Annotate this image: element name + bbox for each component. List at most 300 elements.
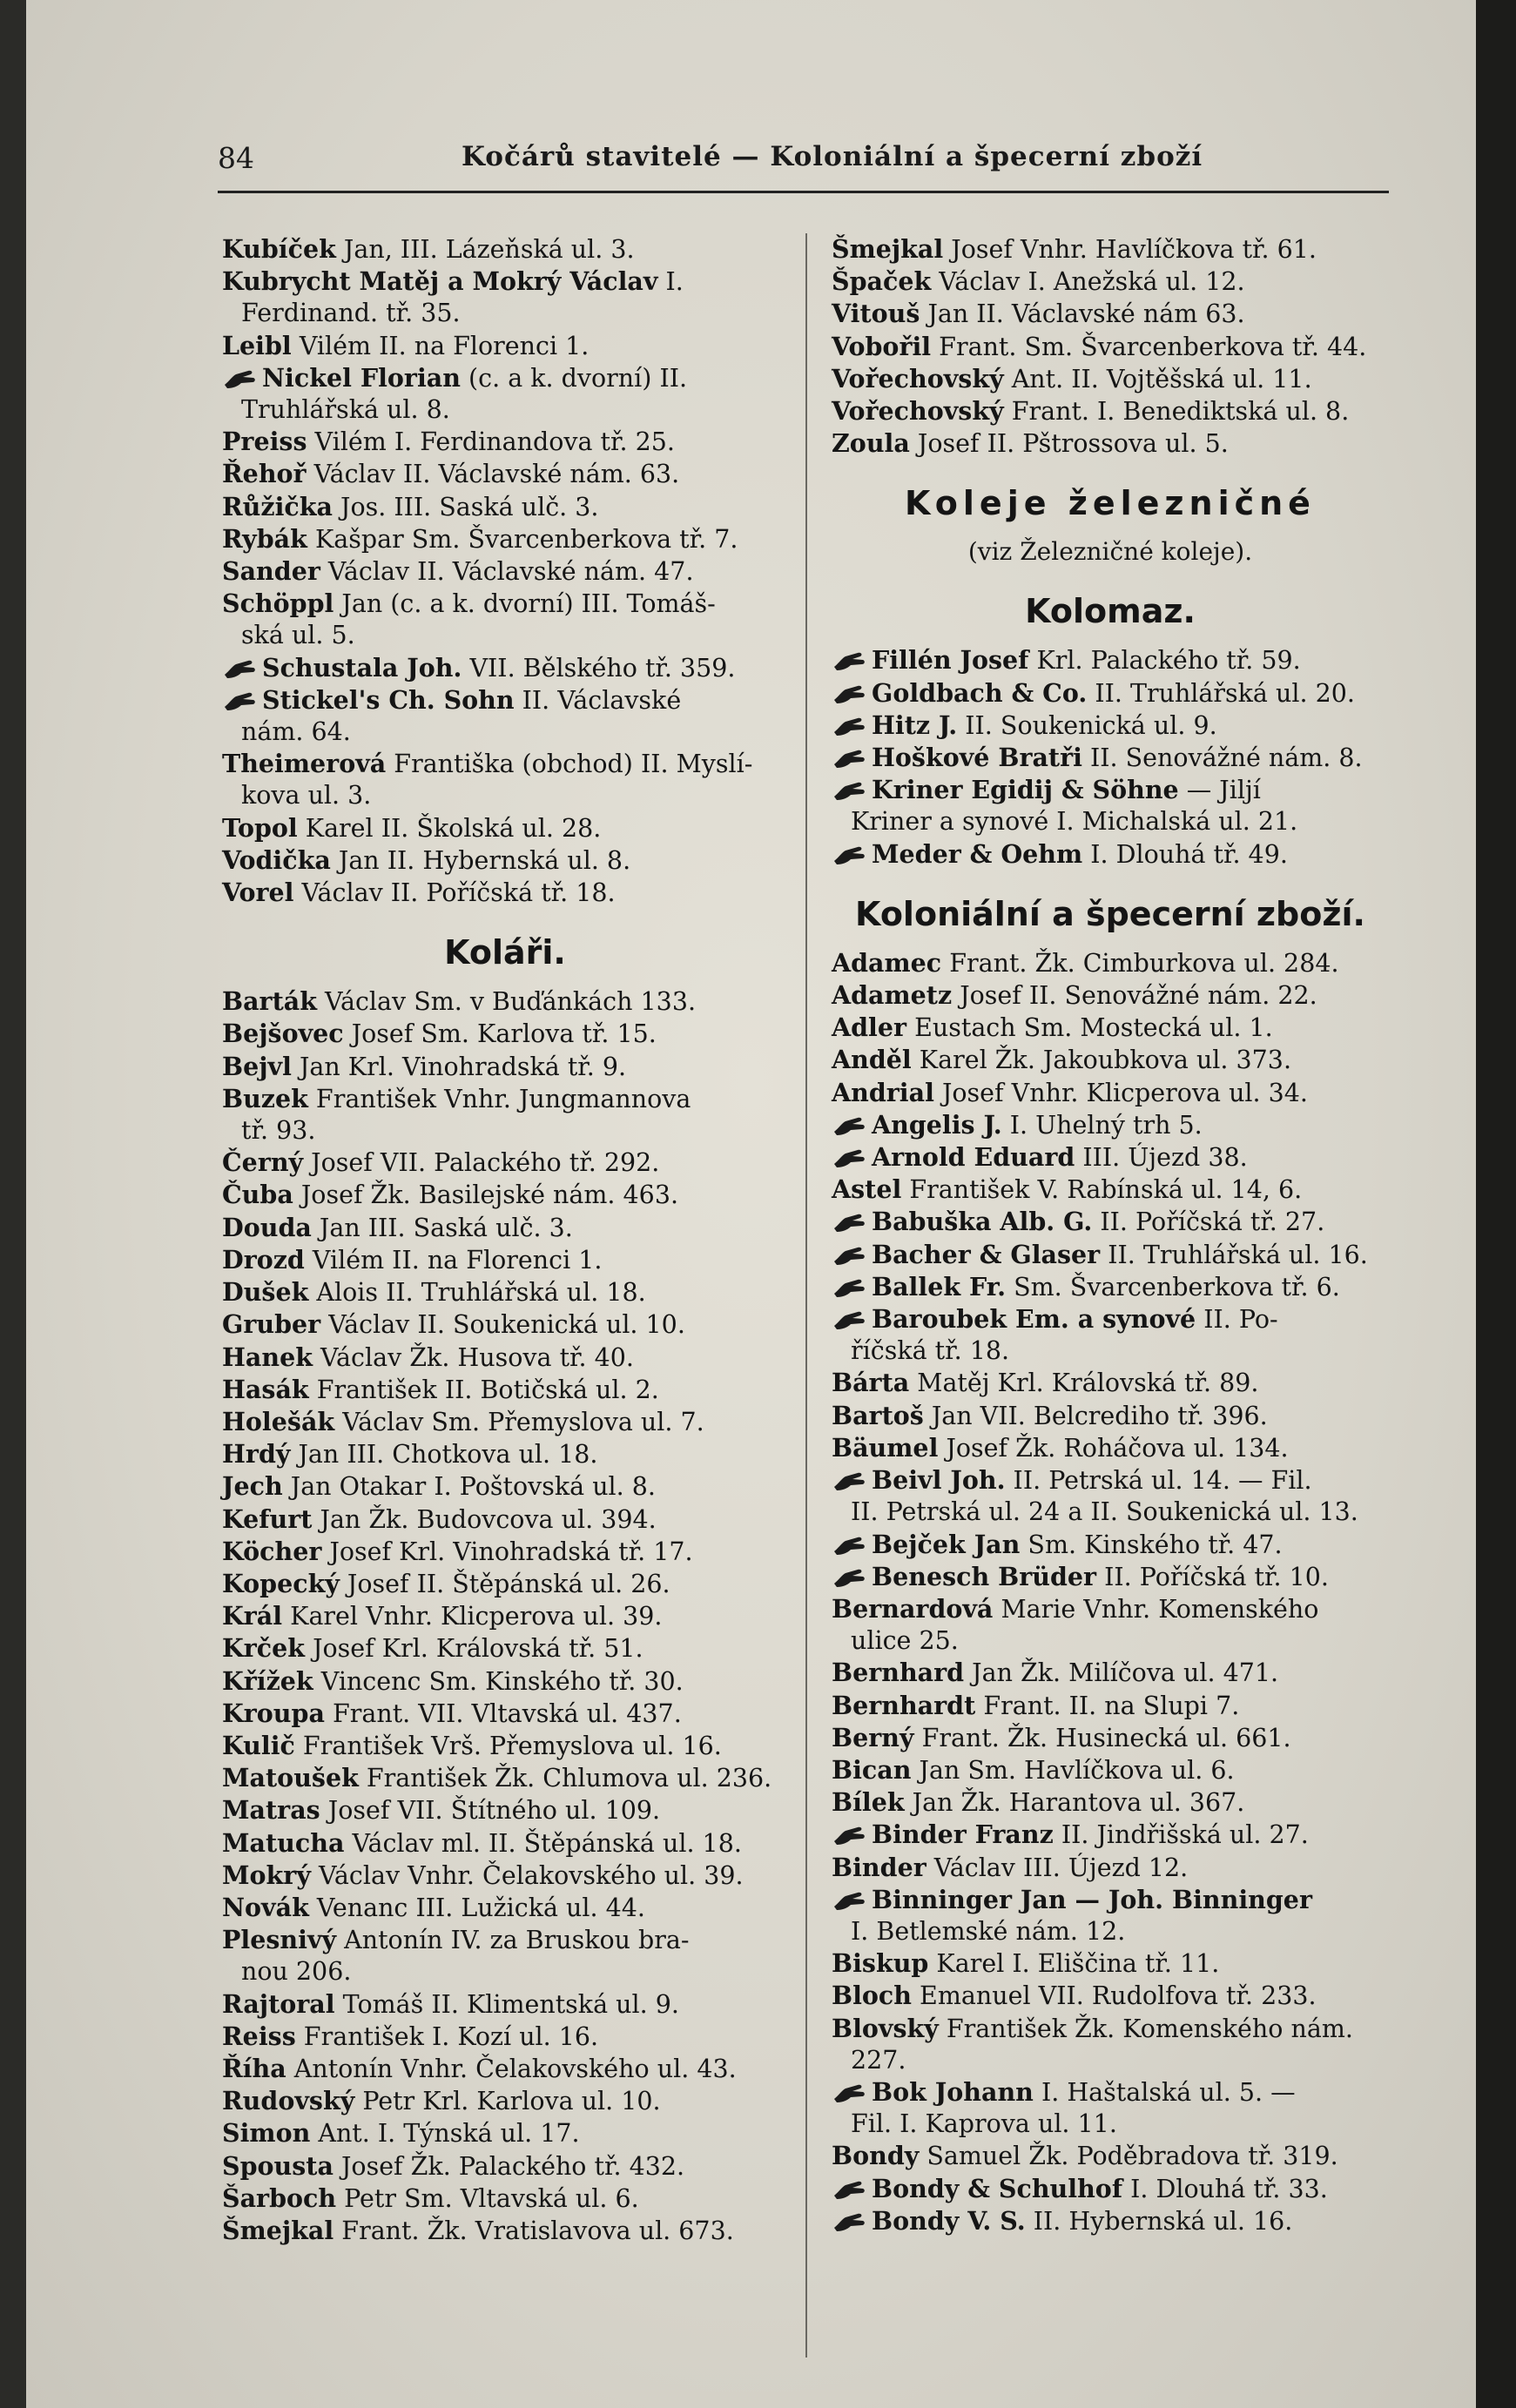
- entry-line: [222, 2117, 788, 2149]
- entry-address: Jan Žk. Budovcova ul. 394.: [312, 1504, 657, 1534]
- entry-name: Bílek: [832, 1787, 905, 1818]
- entry-line: [832, 2205, 1389, 2237]
- header-rule: [218, 191, 1389, 193]
- entry-line: [832, 2076, 1389, 2109]
- entry-name: Binder Franz: [872, 1819, 1054, 1850]
- entry-address: Marie Vnhr. Komenského: [993, 1594, 1319, 1624]
- page-edge-shadow: [1476, 0, 1516, 2408]
- entry-text: I. Betlemské nám. 12.: [851, 1916, 1126, 1946]
- entry-line: [222, 1179, 788, 1211]
- list-item: [832, 710, 1389, 742]
- entry-name: Berný: [832, 1722, 914, 1752]
- entry-text: říčská tř. 18.: [851, 1336, 1010, 1366]
- entry-address: I. Haštalská ul. 5. —: [1033, 2077, 1296, 2107]
- pointing-hand-icon: [222, 367, 257, 389]
- entry-address: Kašpar Sm. Švarcenberkova tř. 7.: [307, 524, 738, 554]
- entry-text: kova ul. 3.: [241, 781, 372, 811]
- entry-name: Jech: [222, 1471, 283, 1502]
- entry-address: Václav ml. II. Štěpánská ul. 18.: [344, 1828, 742, 1858]
- entry-line: [222, 844, 788, 877]
- entry-line: [222, 1860, 788, 1892]
- entry-line: [832, 1303, 1389, 1335]
- entry-line: [832, 1432, 1389, 1464]
- entry-name: Plesnivý: [222, 1925, 337, 1955]
- entry-name: Říha: [222, 2053, 286, 2083]
- entry-address: I. Uhelný trh 5.: [1001, 1110, 1203, 1140]
- entry-name: Adametz: [832, 980, 953, 1011]
- entry-address: Josef Sm. Karlova tř. 15.: [343, 1019, 657, 1049]
- entry-name: Bok Johann: [872, 2076, 1034, 2107]
- list-item: [832, 1400, 1389, 1432]
- entry-address: Eustach Sm. Mostecká ul. 1.: [906, 1013, 1273, 1043]
- pointing-hand-icon: [832, 1533, 866, 1556]
- entry-name: Babuška Alb. G.: [872, 1207, 1093, 1237]
- entry-text: 227.: [851, 2045, 906, 2075]
- entry-name: Bondy: [832, 2141, 920, 2171]
- entry-line: [832, 1206, 1389, 1238]
- list-item: [222, 330, 788, 362]
- list-item: [222, 1860, 788, 1892]
- list-item: [832, 1529, 1389, 1561]
- list-item: [222, 2021, 788, 2053]
- entry-line: [832, 331, 1389, 363]
- entry-address: Josef II. Štěpánská ul. 26.: [339, 1569, 670, 1598]
- entry-text: Truhlářská ul. 8.: [241, 395, 450, 425]
- entry-line: [222, 491, 788, 523]
- entry-address: II. Václavské: [514, 685, 682, 715]
- entry-line: [222, 233, 788, 266]
- list-item: [832, 2013, 1389, 2076]
- entry-name: Řehoř: [222, 459, 307, 489]
- entry-address: I. Dlouhá tř. 49.: [1082, 839, 1288, 869]
- entry-address: František Žk. Chlumova ul. 236.: [358, 1764, 772, 1793]
- entry-name: Schustala Joh.: [262, 652, 462, 683]
- entry-name: Bernhard: [832, 1658, 965, 1688]
- list-item: [832, 1754, 1389, 1786]
- list-item: [832, 1980, 1389, 2012]
- list-item: [832, 1947, 1389, 1980]
- entry-address: Frant. I. Benediktská ul. 8.: [1003, 397, 1350, 427]
- list-item: [832, 1077, 1389, 1109]
- pointing-hand-icon: [832, 2210, 866, 2232]
- entry-address: Jan III. Saská ulč. 3.: [311, 1213, 573, 1242]
- entry-name: Bondy & Schulhof: [872, 2173, 1123, 2203]
- list-item: [222, 748, 788, 811]
- pointing-hand-icon: [832, 1243, 866, 1266]
- entry-name: Binninger Jan — Joh. Binninger: [872, 1884, 1312, 1914]
- entry-text: Kriner a synové I. Michalská ul. 21.: [851, 807, 1298, 837]
- list-item: [222, 426, 788, 458]
- list-item: [832, 2173, 1389, 2205]
- pointing-hand-icon: [832, 778, 866, 801]
- entry-name: Anděl: [832, 1045, 912, 1075]
- list-item: [222, 458, 788, 490]
- list-item: [222, 1342, 788, 1374]
- entry-line: [222, 588, 788, 620]
- entry-line: [222, 1276, 788, 1308]
- list-item: [222, 1018, 788, 1050]
- entry-address: Jan Žk. Milíčova ul. 471.: [964, 1658, 1279, 1688]
- entry-line: [222, 1470, 788, 1503]
- list-item: [222, 985, 788, 1018]
- entry-address: Jan Krl. Vinohradská tř. 9.: [291, 1052, 627, 1081]
- list-item: [832, 395, 1389, 427]
- right-column: [832, 233, 1389, 2237]
- list-item: [832, 644, 1389, 676]
- entry-address: Petr Sm. Vltavská ul. 6.: [336, 2183, 639, 2213]
- entry-address: Alois II. Truhlářská ul. 18.: [308, 1278, 646, 1308]
- entry-name: Adamec: [832, 947, 942, 978]
- list-item: [222, 1503, 788, 1536]
- entry-text: Ferdinand. tř. 35.: [241, 299, 461, 328]
- entry-address: František Vnhr. Jungmannova: [307, 1084, 691, 1113]
- list-item: [832, 2076, 1389, 2140]
- entry-address: Václav Sm. v Buďánkách 133.: [316, 987, 697, 1017]
- entry-address: Antonín Vnhr. Čelakovského ul. 43.: [286, 2054, 737, 2083]
- entry-text: nám. 64.: [241, 717, 351, 747]
- entry-name: Šmejkal: [222, 2215, 334, 2245]
- entry-address: Josef Vnhr. Havlíčkova tř. 61.: [943, 235, 1317, 264]
- section-title-koleje: Koleje železničné: [905, 484, 1316, 523]
- entry-line: [222, 1051, 788, 1083]
- entry-address: František Žk. Komenského nám.: [938, 2014, 1353, 2043]
- entry-line: [222, 1406, 788, 1438]
- entry-name: Hasák: [222, 1374, 309, 1404]
- entry-name: Hrdý: [222, 1439, 291, 1470]
- entry-address: František Vrš. Přemyslova ul. 16.: [294, 1731, 722, 1760]
- entry-name: Ballek Fr.: [872, 1271, 1007, 1302]
- entry-address: Josef Krl. Královská tř. 51.: [305, 1634, 643, 1664]
- entry-name: Krček: [222, 1633, 306, 1664]
- entry-address: II. Jindřišská ul. 27.: [1053, 1820, 1309, 1850]
- list-item: [222, 877, 788, 909]
- entry-continuation: [832, 1625, 1389, 1657]
- entry-line: [832, 947, 1389, 979]
- entry-address: Frant. Sm. Švarcenberkova tř. 44.: [931, 332, 1367, 361]
- entry-address: II. Senovážné nám. 8.: [1081, 743, 1363, 773]
- entry-line: [222, 2183, 788, 2215]
- entry-address: Jan VII. Belcrediho tř. 396.: [923, 1401, 1268, 1430]
- entry-line: [222, 1600, 788, 1632]
- entry-name: Fillén Josef: [872, 645, 1029, 676]
- entry-address: Jan Otakar I. Poštovská ul. 8.: [282, 1472, 656, 1502]
- entry-line: [222, 1762, 788, 1794]
- entry-line: [832, 1690, 1389, 1722]
- entry-line: [222, 684, 788, 716]
- list-item: [222, 491, 788, 523]
- entry-address: Petr Krl. Karlova ul. 10.: [354, 2087, 661, 2116]
- entry-name: Kopecký: [222, 1568, 340, 1598]
- entry-line: [222, 1924, 788, 1956]
- entry-continuation: [222, 394, 788, 426]
- entry-line: [222, 1083, 788, 1115]
- entry-name: Vořechovský: [832, 396, 1004, 427]
- entry-name: Binder: [832, 1852, 926, 1882]
- entry-line: [222, 652, 788, 684]
- entry-address: Tomáš II. Klimentská ul. 9.: [334, 1989, 679, 2019]
- entry-line: [832, 1044, 1389, 1076]
- entry-line: [832, 2173, 1389, 2205]
- entry-line: [222, 2150, 788, 2183]
- list-item: [832, 2205, 1389, 2237]
- list-item: [832, 1109, 1389, 1141]
- list-item: [832, 1432, 1389, 1464]
- entry-address: Venanc III. Lužická ul. 44.: [308, 1893, 645, 1922]
- entry-line: [222, 748, 788, 780]
- entry-name: Baroubek Em. a synové: [872, 1304, 1196, 1335]
- entry-line: [832, 1464, 1389, 1497]
- list-item: [222, 2150, 788, 2183]
- list-item: [222, 1665, 788, 1698]
- entry-address: Karel I. Eliščina tř. 11.: [928, 1949, 1220, 1979]
- entry-name: Arnold Eduard: [872, 1142, 1075, 1173]
- entry-address: II. Petrská ul. 14. — Fil.: [1005, 1466, 1312, 1496]
- entry-line: [222, 330, 788, 362]
- entry-address: Frant. VII. Vltavská ul. 437.: [324, 1698, 682, 1728]
- list-item: [222, 1244, 788, 1276]
- list-item: [832, 266, 1389, 298]
- running-title: Kočárů stavitelé — Koloniální a špecerní zboží: [462, 141, 1203, 172]
- entry-address: Ant. II. Vojtěšská ul. 11.: [1003, 364, 1312, 393]
- list-item: [832, 1561, 1389, 1593]
- pointing-hand-icon: [832, 1275, 866, 1298]
- entry-line: [222, 1147, 788, 1179]
- list-item: [222, 652, 788, 684]
- entry-address: Vincenc Sm. Kinského tř. 30.: [313, 1666, 684, 1696]
- list-item: [222, 1988, 788, 2021]
- entry-address: Karel Žk. Jakoubkova ul. 373.: [911, 1046, 1292, 1075]
- entry-address: František V. Rabínská ul. 14, 6.: [901, 1175, 1303, 1205]
- entry-name: Blovský: [832, 2013, 939, 2043]
- entry-continuation: [832, 1335, 1389, 1367]
- entry-name: Adler: [832, 1012, 907, 1043]
- entry-name: Vobořil: [832, 331, 932, 361]
- list-item: [832, 1303, 1389, 1367]
- list-item: [832, 1722, 1389, 1754]
- entry-name: Kefurt: [222, 1503, 313, 1534]
- entry-address: Josef Žk. Roháčova ul. 134.: [938, 1433, 1289, 1463]
- koloniál-list: [832, 947, 1389, 2237]
- entry-address: Václav Žk. Husova tř. 40.: [313, 1342, 634, 1372]
- list-item: [222, 588, 788, 651]
- entry-address: Karel Vnhr. Klicperova ul. 39.: [282, 1602, 663, 1631]
- list-item: [832, 1852, 1389, 1884]
- entry-line: [832, 1174, 1389, 1206]
- pointing-hand-icon: [832, 1210, 866, 1233]
- pointing-hand-icon: [832, 714, 866, 737]
- entry-line: [832, 677, 1389, 710]
- entry-name: Bárta: [832, 1368, 910, 1398]
- entry-address: Josef Krl. Vinohradská tř. 17.: [321, 1537, 693, 1566]
- entry-name: Kubrycht Matěj a Mokrý Václav: [222, 266, 658, 297]
- entry-name: Goldbach & Co.: [872, 677, 1088, 708]
- pointing-hand-icon: [832, 2177, 866, 2200]
- entry-line: [832, 1367, 1389, 1399]
- list-item: [222, 684, 788, 748]
- section-subtitle-koleje: (viz Železničné koleje).: [967, 537, 1253, 567]
- entry-address: Václav Vnhr. Čelakovského ul. 39.: [310, 1860, 744, 1890]
- entry-name: Schöppl: [222, 589, 334, 619]
- list-item: [832, 1012, 1389, 1044]
- list-item: [832, 1141, 1389, 1174]
- entry-line: [222, 2053, 788, 2085]
- entry-continuation: [832, 1497, 1389, 1528]
- entry-line: [222, 985, 788, 1018]
- pointing-hand-icon: [832, 1888, 866, 1911]
- entry-line: [832, 1657, 1389, 1689]
- entry-name: Kroupa: [222, 1698, 325, 1728]
- entry-name: Mokrý: [222, 1860, 311, 1890]
- list-item: [222, 523, 788, 555]
- list-item: [832, 838, 1389, 871]
- entry-name: Nickel Florian: [262, 362, 461, 393]
- entry-name: Šarboch: [222, 2183, 337, 2213]
- entry-text: tř. 93.: [241, 1116, 316, 1146]
- entry-address: Václav III. Újezd 12.: [926, 1853, 1189, 1882]
- entry-line: [222, 812, 788, 844]
- entry-name: Reiss: [222, 2021, 296, 2051]
- entry-address: Frant. Žk. Vratislavova ul. 673.: [334, 2216, 734, 2245]
- entry-address: Josef Žk. Palackého tř. 432.: [333, 2151, 685, 2181]
- entry-line: [832, 742, 1389, 774]
- entry-address: II. Truhlářská ul. 16.: [1100, 1240, 1368, 1269]
- entry-line: [222, 1665, 788, 1698]
- entry-address: II. Poříčská tř. 10.: [1096, 1562, 1329, 1591]
- entry-line: [222, 426, 788, 458]
- entry-line: [222, 1536, 788, 1568]
- entry-address: II. Truhlářská ul. 20.: [1087, 678, 1355, 708]
- entry-name: Bejček Jan: [872, 1529, 1021, 1559]
- entry-line: [222, 1438, 788, 1470]
- entry-line: [832, 1884, 1389, 1916]
- list-item: [832, 1239, 1389, 1271]
- entry-address: II. Po-: [1196, 1305, 1278, 1335]
- section-title-kolari: Koláři.: [444, 933, 566, 972]
- entry-name: Bäumel: [832, 1432, 939, 1463]
- list-item: [832, 1464, 1389, 1528]
- entry-line: [832, 2140, 1389, 2172]
- entry-line: [832, 1141, 1389, 1174]
- entry-address: Antonín IV. za Bruskou bra-: [336, 1926, 690, 1955]
- list-item: [222, 266, 788, 329]
- entry-name: Bernardová: [832, 1593, 994, 1624]
- pointing-hand-icon: [832, 682, 866, 704]
- entry-address: Jan III. Chotkova ul. 18.: [290, 1440, 598, 1470]
- list-item: [222, 1470, 788, 1503]
- entry-continuation: [222, 716, 788, 748]
- entry-name: Hitz J.: [872, 710, 958, 740]
- entry-line: [222, 2215, 788, 2247]
- list-item: [222, 1276, 788, 1308]
- entry-line: [832, 644, 1389, 676]
- entry-address: Vilém II. na Florenci 1.: [291, 331, 590, 360]
- entry-line: [832, 979, 1389, 1012]
- entry-line: [222, 1308, 788, 1341]
- pointing-hand-icon: [832, 843, 866, 865]
- entry-line: [832, 1561, 1389, 1593]
- entry-address: Frant. Žk. Husinecká ul. 661.: [913, 1723, 1291, 1752]
- list-item: [222, 1051, 788, 1083]
- entry-text: ulice 25.: [851, 1626, 959, 1656]
- entry-name: Köcher: [222, 1536, 322, 1566]
- entry-line: [222, 523, 788, 555]
- left-top-list: [222, 233, 788, 909]
- entry-name: Bejvl: [222, 1051, 292, 1081]
- list-item: [222, 1083, 788, 1147]
- list-item: [832, 1690, 1389, 1722]
- entry-address: Václav II. Poříčská tř. 18.: [293, 878, 616, 908]
- entry-line: [222, 1730, 788, 1762]
- entry-address: Frant. II. na Slupi 7.: [975, 1691, 1240, 1720]
- entry-name: Vodička: [222, 844, 331, 875]
- list-item: [832, 427, 1389, 460]
- entry-line: [222, 877, 788, 909]
- entry-address: (c. a k. dvorní) II.: [460, 363, 688, 393]
- entry-name: Rajtoral: [222, 1988, 335, 2019]
- list-item: [832, 1819, 1389, 1851]
- entry-line: [832, 298, 1389, 330]
- list-item: [222, 2053, 788, 2085]
- entry-name: Stickel's Ch. Sohn: [262, 684, 515, 715]
- entry-line: [832, 1077, 1389, 1109]
- entry-line: [832, 838, 1389, 871]
- entry-line: [222, 1374, 788, 1406]
- entry-text: II. Petrská ul. 24 a II. Soukenická ul. 13.: [851, 1497, 1358, 1527]
- entry-name: Špaček: [832, 266, 932, 297]
- entry-name: Bartoš: [832, 1400, 924, 1430]
- entry-name: Šmejkal: [832, 234, 944, 264]
- entry-name: Matucha: [222, 1827, 345, 1858]
- entry-name: Beivl Joh.: [872, 1465, 1006, 1496]
- list-item: [222, 1794, 788, 1826]
- list-item: [222, 812, 788, 844]
- entry-line: [222, 1827, 788, 1860]
- entry-name: Angelis J.: [872, 1109, 1002, 1140]
- entry-address: František I. Kozí ul. 16.: [295, 2021, 599, 2051]
- entry-address: Josef II. Senovážné nám. 22.: [952, 981, 1317, 1011]
- entry-text: nou 206.: [241, 1957, 352, 1987]
- entry-address: Matěj Krl. Královská tř. 89.: [909, 1369, 1259, 1398]
- entry-line: [832, 1012, 1389, 1044]
- entry-line: [832, 1109, 1389, 1141]
- entry-address: Františka (obchod) II. Myslí-: [386, 750, 753, 779]
- entry-address: Jan Sm. Havlíčkova ul. 6.: [911, 1755, 1235, 1785]
- list-item: [832, 1174, 1389, 1206]
- list-item: [222, 1212, 788, 1244]
- list-item: [222, 2183, 788, 2215]
- list-item: [222, 1536, 788, 1568]
- entry-name: Kulič: [222, 1730, 295, 1760]
- entry-line: [222, 266, 788, 298]
- entry-name: Spousta: [222, 2150, 334, 2181]
- entry-line: [832, 1852, 1389, 1884]
- entry-name: Čuba: [222, 1180, 293, 1210]
- entry-line: [222, 2021, 788, 2053]
- entry-line: [222, 362, 788, 394]
- entry-name: Hanek: [222, 1342, 313, 1372]
- entry-name: Vořechovský: [832, 363, 1004, 393]
- entry-continuation: [222, 620, 788, 651]
- list-item: [222, 1438, 788, 1470]
- entry-name: Zoula: [832, 428, 910, 459]
- list-item: [832, 2140, 1389, 2172]
- entry-name: Simon: [222, 2118, 311, 2149]
- entry-name: Matras: [222, 1795, 320, 1826]
- list-item: [832, 742, 1389, 774]
- entry-line: [222, 2085, 788, 2117]
- entry-continuation: [832, 2045, 1389, 2076]
- list-item: [832, 1593, 1389, 1657]
